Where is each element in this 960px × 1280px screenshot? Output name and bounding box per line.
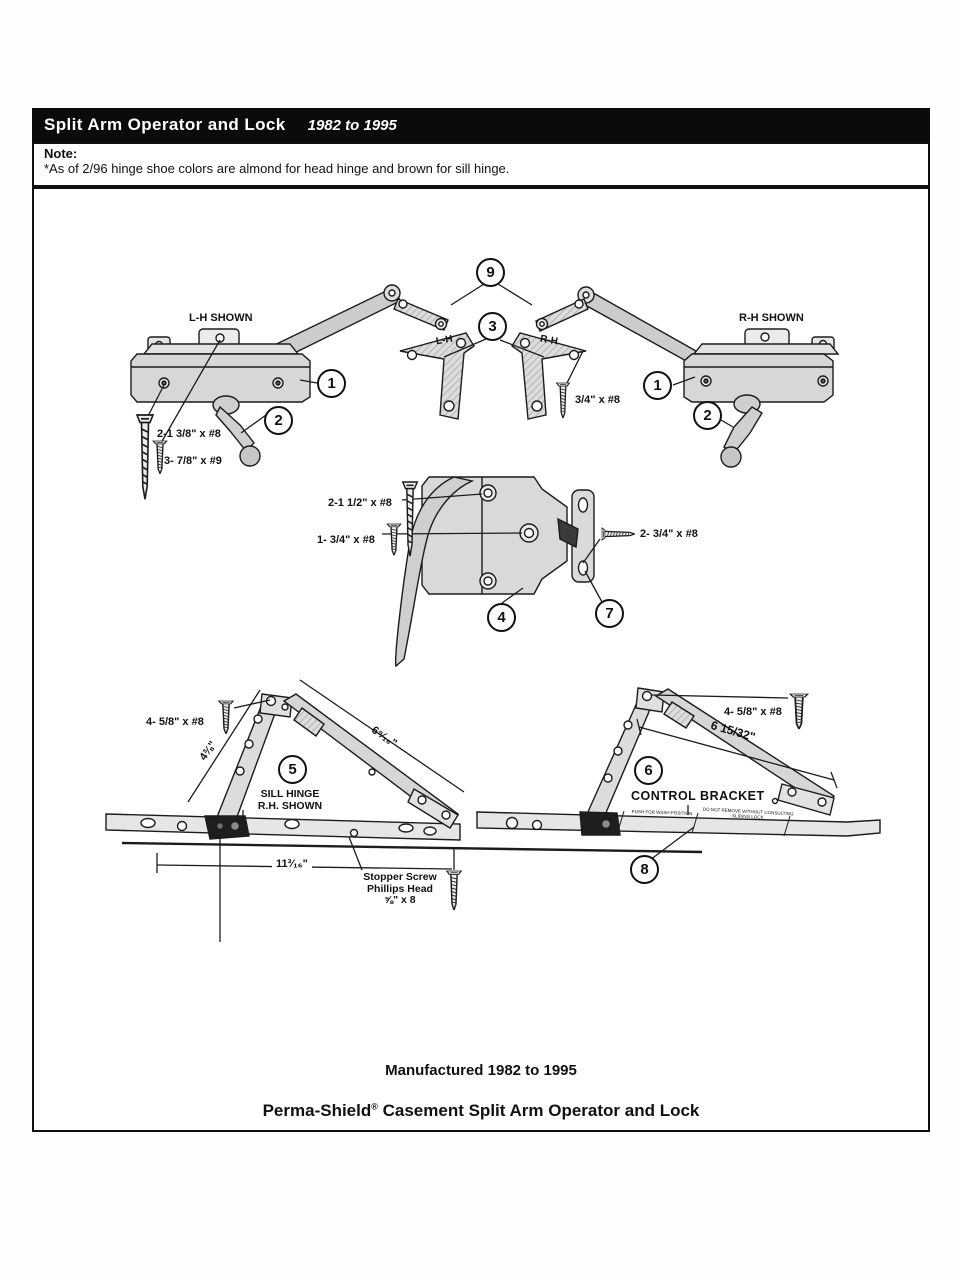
label-do-not-remove: DO NOT REMOVE WITHOUT CONSULTING SLIDING LOCK xyxy=(702,806,794,820)
callout-6-number: 6 xyxy=(644,762,653,779)
label-push-wash: PUSH FOR WASH POSITION xyxy=(631,808,693,817)
callout-3 xyxy=(478,312,507,341)
registered-mark: ® xyxy=(371,1101,378,1112)
label-sill-hinge-line2: R.H. SHOWN xyxy=(257,799,323,812)
label-lh-part: L-H xyxy=(435,333,454,348)
page-title: Split Arm Operator and Lock xyxy=(44,115,286,134)
callout-2-left-number: 2 xyxy=(274,412,283,429)
label-control-bracket: CONTROL BRACKET xyxy=(631,789,765,803)
callout-9 xyxy=(476,258,505,287)
callout-5 xyxy=(278,755,307,784)
label-screw-4-58x8-right: 4- 5/8" x #8 xyxy=(724,706,782,718)
label-screw-3-78x9: 3- 7/8" x #9 xyxy=(164,455,222,467)
label-screw-2-112x8: 2-1 1/2" x #8 xyxy=(328,497,392,509)
callout-7-number: 7 xyxy=(605,605,614,622)
callout-8 xyxy=(630,855,659,884)
lock-drawing xyxy=(396,477,567,666)
callout-6 xyxy=(634,756,663,785)
callout-1-right-number: 1 xyxy=(653,377,662,394)
caption-product-rest: Casement Split Arm Operator and Lock xyxy=(377,1101,700,1120)
label-screw-34x8: 3/4" x #8 xyxy=(575,394,620,406)
caption-brand: Perma-Shield xyxy=(262,1101,372,1120)
label-rh-part: R-H xyxy=(539,333,559,348)
label-lh-shown: L-H SHOWN xyxy=(189,312,253,324)
label-screw-4-58x8-left: 4- 5/8" x #8 xyxy=(146,716,204,728)
label-dim-long-arm: 6⁹⁄₁₆" xyxy=(369,724,399,750)
label-screw-2-34x8: 2- 3/4" x #8 xyxy=(640,528,698,540)
callout-4-number: 4 xyxy=(497,609,506,626)
label-sill-hinge-line1: SILL HINGE xyxy=(260,788,320,800)
label-dim-track: 11³⁄₁₆" xyxy=(272,858,312,870)
page-title-years: 1982 to 1995 xyxy=(307,116,397,134)
caption-product-name xyxy=(34,1101,928,1121)
label-stopper-line3: ⅝" x 8 xyxy=(384,894,416,907)
callout-5-number: 5 xyxy=(288,761,297,778)
label-dim-short-arm: 4⅜" xyxy=(197,739,220,763)
label-stopper-line1: Stopper Screw xyxy=(363,871,437,883)
callout-2-left xyxy=(264,406,293,435)
label-rh-shown: R-H SHOWN xyxy=(739,312,804,324)
callout-2-right xyxy=(693,401,722,430)
note-label: Note: xyxy=(44,146,78,161)
callout-4 xyxy=(487,603,516,632)
note-box xyxy=(32,142,930,187)
note-text: *As of 2/96 hinge shoe colors are almond for head hinge and brown for sill hinge. xyxy=(44,161,510,176)
diagram-box xyxy=(32,187,930,1132)
callout-2-right-number: 2 xyxy=(703,407,712,424)
callout-1-left xyxy=(317,369,346,398)
callout-3-number: 3 xyxy=(488,318,497,335)
callout-1-left-number: 1 xyxy=(327,375,336,392)
label-sill-hinge xyxy=(240,789,340,812)
callout-9-number: 9 xyxy=(486,264,495,281)
callout-8-number: 8 xyxy=(640,861,649,878)
callout-1-right xyxy=(643,371,672,400)
caption-manufactured: Manufactured 1982 to 1995 xyxy=(385,1062,577,1079)
hinge-shoe-parts-drawing xyxy=(400,333,586,419)
section-header-bar xyxy=(32,108,930,142)
label-stopper-line2: Phillips Head xyxy=(367,882,433,895)
label-screw-2-138x8: 2-1 3/8" x #8 xyxy=(157,428,221,440)
label-stopper-screw xyxy=(354,872,446,907)
callout-7 xyxy=(595,599,624,628)
label-screw-1-34x8: 1- 3/4" x #8 xyxy=(317,534,375,546)
label-dim-long-arm-right: 6 15/32" xyxy=(709,717,757,745)
